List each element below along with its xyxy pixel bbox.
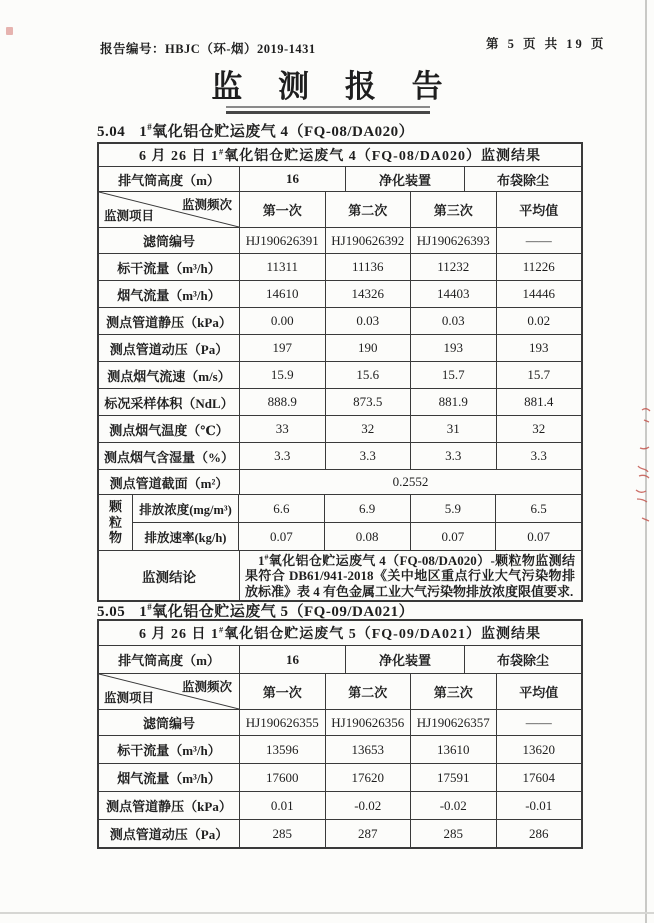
table-row xyxy=(99,253,581,280)
cell-value: 14403 xyxy=(410,281,496,307)
table-row xyxy=(99,361,581,388)
stack-height-label: 排气筒高度（m） xyxy=(118,653,220,668)
particulate-subrows xyxy=(132,495,581,550)
cell-value: 31 xyxy=(410,416,496,442)
cell-value: 6.6 xyxy=(238,495,324,522)
row-label: 测点烟气含湿量（%） xyxy=(103,449,234,465)
stack-info-row xyxy=(99,645,581,673)
row-label: 滤筒编号 xyxy=(142,716,195,731)
cell-value: 11311 xyxy=(239,254,325,280)
corner-red-mark xyxy=(6,27,13,35)
cell-value: 3.3 xyxy=(239,443,325,469)
column-header-2: 第二次 xyxy=(325,674,411,709)
cell-value: 3.3 xyxy=(496,443,582,469)
duct-section-row xyxy=(99,469,581,494)
diagonal-header-cell xyxy=(99,674,239,709)
table-row xyxy=(99,227,581,253)
cell-value: 32 xyxy=(325,416,411,442)
cell-value: -0.02 xyxy=(410,792,496,819)
cell-value: 17591 xyxy=(410,764,496,791)
cell-value: 888.9 xyxy=(239,389,325,415)
cell-value: 0.07 xyxy=(495,523,581,550)
row-label: 烟气流量（m³/h） xyxy=(117,771,221,786)
cell-value: —— xyxy=(496,710,582,735)
table-title: 6 月 26 日 1#氧化铝仓贮运废气 5（FQ-09/DA021）监测结果 xyxy=(139,625,541,642)
cell-value: 17604 xyxy=(496,764,582,791)
cell-value: 5.9 xyxy=(410,495,496,522)
cell-value: 11226 xyxy=(496,254,582,280)
monitoring-table-fq09 xyxy=(97,619,583,849)
table-row xyxy=(99,334,581,361)
cell-value: HJ190626391 xyxy=(239,228,325,253)
cell-value: 0.08 xyxy=(324,523,410,550)
row-label: 测点管道截面（m²） xyxy=(109,475,229,491)
cell-value: 3.3 xyxy=(325,443,411,469)
cell-value: -0.01 xyxy=(496,792,582,819)
cell-value: 15.6 xyxy=(325,362,411,388)
cell-value: HJ190626355 xyxy=(239,710,325,735)
row-label: 标干流量（m³/h） xyxy=(117,743,221,758)
cell-value: 881.9 xyxy=(410,389,496,415)
table-row xyxy=(99,819,581,847)
table-title: 6 月 26 日 1#氧化铝仓贮运废气 4（FQ-08/DA020）监测结果 xyxy=(139,147,541,164)
section-title-rest: 氧化铝仓贮运废气 5（FQ-09/DA021） xyxy=(152,604,415,620)
section-title-pre: 1 xyxy=(139,604,148,620)
section-title-sup: # xyxy=(147,122,153,132)
cell-value: 286 xyxy=(496,820,582,847)
cell-value-span: 0.2552 xyxy=(239,470,581,494)
item-header-label: 监测项目 xyxy=(104,209,155,223)
column-header-avg: 平均值 xyxy=(496,192,582,227)
row-label: 测点烟气温度（℃） xyxy=(109,422,229,438)
cell-value: 873.5 xyxy=(325,389,411,415)
row-label: 测点烟气流速（m/s） xyxy=(107,368,231,384)
cell-value: -0.02 xyxy=(325,792,411,819)
conclusion-row xyxy=(99,550,581,600)
cell-value: 287 xyxy=(325,820,411,847)
cell-value: HJ190626392 xyxy=(325,228,411,253)
purifier-value: 布袋除尘 xyxy=(464,646,581,673)
page-bottom-edge-line xyxy=(0,912,654,914)
cell-value: 13620 xyxy=(496,736,582,763)
column-header-row xyxy=(99,191,581,227)
table-title-row xyxy=(99,144,581,166)
table-row xyxy=(99,415,581,442)
diagonal-header-cell xyxy=(99,192,239,227)
cell-value: 11136 xyxy=(325,254,411,280)
title-double-rule xyxy=(226,106,430,114)
column-header-3: 第三次 xyxy=(410,674,496,709)
cell-value: 15.7 xyxy=(496,362,582,388)
table-title-row xyxy=(99,621,581,645)
cell-value: —— xyxy=(496,228,582,253)
cell-value: 0.00 xyxy=(239,308,325,334)
table-row xyxy=(99,442,581,469)
row-label: 标干流量（m³/h） xyxy=(117,260,221,276)
cell-value: HJ190626393 xyxy=(410,228,496,253)
cell-value: 13653 xyxy=(325,736,411,763)
cell-value: 0.07 xyxy=(410,523,496,550)
table-row xyxy=(99,791,581,819)
cell-value: HJ190626356 xyxy=(325,710,411,735)
table-row xyxy=(99,307,581,334)
row-label: 标况采样体积（NdL） xyxy=(104,395,234,411)
section-number: 5.05 xyxy=(97,604,126,620)
cell-value: 0.07 xyxy=(238,523,324,550)
section-heading-5-05 xyxy=(97,600,414,621)
section-title-pre: 1 xyxy=(139,124,148,140)
conclusion-text: 1#氧化铝仓贮运废气 4（FQ-08/DA020）-颗粒物监测结果符合 DB61/941-2018《关中地区重点行业大气污染物排放标准》表 4 有色金属工业大气污染物排放浓度限值要求. xyxy=(239,551,581,600)
report-number: 报告编号：HBJC（环-烟）2019-1431 xyxy=(100,42,316,56)
table-row xyxy=(99,709,581,735)
row-label: 滤筒编号 xyxy=(142,234,195,249)
document-title: 监 测 报 告 xyxy=(211,69,457,104)
cell-value: 881.4 xyxy=(496,389,582,415)
table-row xyxy=(132,522,581,550)
row-label: 测点管道动压（Pa） xyxy=(109,827,229,842)
section-title-sup: # xyxy=(147,602,153,612)
cell-value: 14610 xyxy=(239,281,325,307)
table-row xyxy=(99,763,581,791)
column-header-1: 第一次 xyxy=(239,192,325,227)
stack-info-row xyxy=(99,166,581,191)
cell-value: 193 xyxy=(410,335,496,361)
section-number: 5.04 xyxy=(97,124,126,140)
cell-value: 14446 xyxy=(496,281,582,307)
cell-value: 285 xyxy=(239,820,325,847)
table-row xyxy=(99,280,581,307)
stack-height-label: 排气筒高度（m） xyxy=(118,172,220,188)
cell-value: 15.7 xyxy=(410,362,496,388)
frequency-header-label: 监测频次 xyxy=(181,198,232,212)
column-header-3: 第三次 xyxy=(410,192,496,227)
section-heading-5-04 xyxy=(97,120,414,141)
cell-value: 6.9 xyxy=(324,495,410,522)
purifier-value: 布袋除尘 xyxy=(464,167,581,191)
cell-value: 285 xyxy=(410,820,496,847)
particulate-group-label: 颗粒物 xyxy=(108,499,122,546)
row-label: 测点管道静压（kPa） xyxy=(106,314,232,330)
cell-value: 0.02 xyxy=(496,308,582,334)
particulate-group-rows xyxy=(99,494,581,550)
cell-value: 15.9 xyxy=(239,362,325,388)
table-row xyxy=(99,735,581,763)
row-label: 烟气流量（m³/h） xyxy=(117,287,221,303)
cell-value: 193 xyxy=(496,335,582,361)
table-row xyxy=(99,388,581,415)
cell-value: HJ190626357 xyxy=(410,710,496,735)
cell-value: 0.01 xyxy=(239,792,325,819)
column-header-1: 第一次 xyxy=(239,674,325,709)
cell-value: 32 xyxy=(496,416,582,442)
item-header-label: 监测项目 xyxy=(104,691,155,705)
cell-value: 6.5 xyxy=(495,495,581,522)
cell-value: 14326 xyxy=(325,281,411,307)
cell-value: 13610 xyxy=(410,736,496,763)
page-number: 第 5 页 共 19 页 xyxy=(486,37,607,51)
monitoring-table-fq08 xyxy=(97,142,583,602)
purifier-label: 净化装置 xyxy=(345,646,464,673)
conclusion-label: 监测结论 xyxy=(142,569,196,585)
row-label: 排放速率(kg/h) xyxy=(132,523,238,550)
section-title-rest: 氧化铝仓贮运废气 4（FQ-08/DA020） xyxy=(152,124,415,140)
frequency-header-label: 监测频次 xyxy=(181,680,232,694)
row-label: 排放浓度(mg/m³) xyxy=(132,495,238,522)
cell-value: 13596 xyxy=(239,736,325,763)
cell-value: 33 xyxy=(239,416,325,442)
row-label: 测点管道静压（kPa） xyxy=(106,799,232,814)
cell-value: 0.03 xyxy=(410,308,496,334)
cell-value: 0.03 xyxy=(325,308,411,334)
column-header-row xyxy=(99,673,581,709)
stack-height-value: 16 xyxy=(239,646,345,673)
purifier-label: 净化装置 xyxy=(345,167,464,191)
cell-value: 190 xyxy=(325,335,411,361)
row-label: 测点管道动压（Pa） xyxy=(109,341,229,357)
cell-value: 3.3 xyxy=(410,443,496,469)
column-header-avg: 平均值 xyxy=(496,674,582,709)
stack-height-value: 16 xyxy=(239,167,345,191)
cell-value: 11232 xyxy=(410,254,496,280)
table-row xyxy=(132,495,581,522)
cell-value: 197 xyxy=(239,335,325,361)
cell-value: 17620 xyxy=(325,764,411,791)
column-header-2: 第二次 xyxy=(325,192,411,227)
margin-red-marks-icon xyxy=(628,400,654,540)
cell-value: 17600 xyxy=(239,764,325,791)
